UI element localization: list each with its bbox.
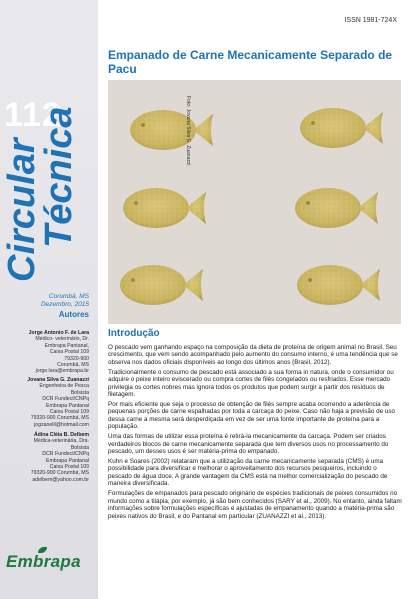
author-name: Ádina Cléia B. Delbem bbox=[33, 432, 89, 438]
issn-number: ISSN 1981-724X bbox=[344, 17, 397, 24]
author-name: Jovana Silva G. Zuanazzi bbox=[27, 377, 89, 383]
embrapa-logo: Embrapa bbox=[6, 552, 81, 571]
paragraph: Por mais eficiente que seja o processo de obtenção de filés sempre acaba ocorrendo a aderência de pequenas porções de carne espalhadas por toda a carcaça do peixe. Caso não haja a previsão de uso dessa carne a mesma será desperdiçada em vez de ser uma fonte importante de proteína para a população. bbox=[108, 401, 396, 431]
author-line: 79320-900 bbox=[64, 355, 89, 362]
paragraph: Uma das formas de utilizar essa proteína é retirá-la mecanicamente da carcaça. Podem ser criados verdadeiros blocos de carne mecanicamente separada que tem diversos usos no processamento do pescado, um desses usos é ser matéria-prima do empanado. bbox=[108, 433, 389, 456]
section-heading: Introdução bbox=[108, 328, 160, 339]
author-line: Médica-veterinária, Dra. bbox=[33, 438, 89, 445]
author-name: Jorge Antonio F. de Lara bbox=[28, 330, 89, 336]
author-line: Embrapa Pantanal, bbox=[44, 342, 89, 349]
author-block bbox=[29, 330, 89, 375]
author-line: Médico- veterinário, Dr. bbox=[35, 336, 89, 343]
photo-credit: Foto: Jovana Silva G. Zuanazzi bbox=[185, 96, 191, 166]
author-line: Bolsista bbox=[70, 389, 89, 396]
author-line: Caixa Postal 109 bbox=[49, 349, 89, 356]
author-block bbox=[31, 432, 89, 483]
paragraph: Tradicionalmente o consumo de pescado está associado a sua forma in natura, onde o consumidor ou adquire o peixe inteiro eviscerado ou compra cortes de filés congelados ou resfriados. Esse mercado privilegia os cortes nobres mas ignora todos os produtos que podem surgir a partir dos resíduos de filetagem. bbox=[108, 368, 394, 399]
body-text bbox=[108, 344, 402, 523]
fish-nuggets-photo bbox=[108, 80, 401, 324]
author-line: Caixa Postal 109 bbox=[49, 409, 89, 416]
author-email: adelbem@yahoo.com.br bbox=[32, 476, 89, 483]
document-title: Empanado de Carne Mecanicamente Separado de Pacu bbox=[108, 48, 393, 76]
paragraph: Formulações de empanados para pescado originário de espécies tradicionais de peixes consumidos no mundo como a tilápia, por exemplo, já são bem conhecidos (SARY et al., 2009). No entanto, ainda faltam informações sobre formulações específicas e ajustadas de empanamento quando a matéria-prima são peixes nativos do Brasil, e do Pantanal em particular (ZUANAZZI et al., 2013). bbox=[108, 490, 402, 520]
author-line: Embrapa Pantanal bbox=[46, 402, 89, 409]
paragraph: Kuhn e Soares (2002) relataram que a utilização da carne mecanicamente separada (CMS) é uma possibilidade para diversificar e melhorar o aproveitamento dos recursos pesqueiros, incluindo o pescado de água doce. A grande vantagem da CMS está na melhor comercialização do pescado de maneira diversificada. bbox=[108, 458, 388, 488]
publication-date: Dezembro, 2015 bbox=[40, 301, 89, 308]
publication-place: Corumbá, MS bbox=[48, 293, 89, 300]
author-email: jogzanelli@hotmail.com bbox=[34, 421, 89, 428]
author-line: Bolsista bbox=[70, 444, 89, 451]
author-line: Engenheira de Pesca bbox=[39, 383, 89, 390]
author-line: Caixa Postal 109 bbox=[49, 464, 89, 471]
author-email: jorge.lara@embrapa.br bbox=[35, 368, 89, 375]
author-line: Corumbá, MS bbox=[57, 362, 89, 369]
publication-info bbox=[41, 293, 89, 309]
paragraph: O pescado vem ganhando espaço na composição da dieta de proteína de origem animal no Brasil. Seu crescimento, que vem sendo acompanhado pelo aumento do consumo interno, é uma tendência que se observa nos dados oficiais disponíveis ao longo dos últimos anos (Brasil, 2012). bbox=[108, 344, 398, 366]
author-line: 79320-900 Corumbá, MS bbox=[30, 415, 89, 422]
author-line: 79320-900 Corumbá, MS bbox=[30, 470, 89, 477]
author-line: Embrapa Pantanal bbox=[46, 457, 89, 464]
series-number: 112 bbox=[4, 96, 62, 134]
author-line: DCR Fundect/CNPq bbox=[42, 396, 89, 403]
authors-heading: Autores bbox=[58, 310, 89, 319]
author-block bbox=[27, 377, 89, 428]
series-word-circular: Circular bbox=[1, 138, 43, 282]
author-line: DCR Fundect/CNPq bbox=[42, 451, 89, 458]
series-word-tecnica: Técnica bbox=[38, 106, 80, 248]
